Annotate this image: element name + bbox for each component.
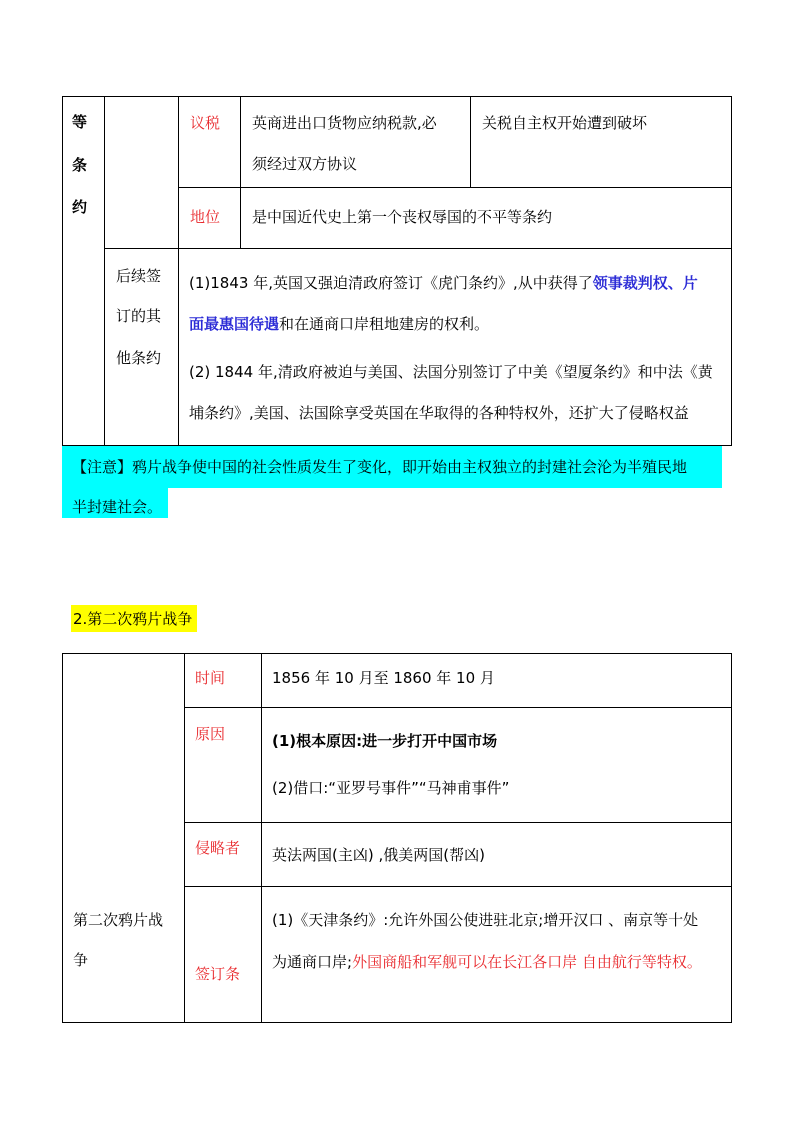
note-line: 【注意】鸦片战争使中国的社会性质发生了变化，即开始由主权独立的封建社会沦为半殖民地 <box>72 458 688 476</box>
label-cause: 原因 <box>195 725 226 743</box>
status-content: 是中国近代史上第一个丧权辱国的不平等条约 <box>252 208 553 226</box>
label-aggressor: 侵略者 <box>195 839 241 857</box>
treaty-plain: 为通商口岸; <box>272 953 353 971</box>
label-treaty: 签订条 <box>195 965 241 983</box>
label-time: 时间 <box>195 669 226 687</box>
tariff-note: 关税自主权开始遭到破坏 <box>482 114 648 132</box>
left-header-char: 等 <box>72 113 88 131</box>
tariff-content-line: 英商进出口货物应纳税款,必 <box>252 114 437 132</box>
label-status: 地位 <box>190 208 221 226</box>
label-tariff: 议税 <box>190 114 221 132</box>
treaty-line: (1)《天津条约》:允许外国公使进驻北京;增开汉口 、南京等十处 <box>272 911 699 929</box>
note-line: 半封建社会。 <box>72 498 163 516</box>
treaty-line <box>272 952 702 972</box>
later-treaty-para1-line1 <box>189 273 698 293</box>
war-title-line: 争 <box>73 951 89 969</box>
aggressor-value: 英法两国(主凶) ,俄美两国(帮凶) <box>272 846 485 864</box>
para1-highlight: 面最惠国待遇 <box>189 315 280 333</box>
later-treaty-para2-line: (2) 1844 年,清政府被迫与美国、法国分别签订了中美《望厦条约》和中法《黄 <box>189 363 713 381</box>
time-value: 1856 年 10 月至 1860 年 10 月 <box>272 669 495 687</box>
left-header-char: 条 <box>72 156 88 174</box>
left-header-char: 约 <box>72 198 88 216</box>
section-heading: 2.第二次鸦片战争 <box>73 610 193 628</box>
later-treaties-label: 他条约 <box>116 349 162 367</box>
later-treaties-label: 订的其 <box>116 307 162 325</box>
para1-highlight: 领事裁判权、片 <box>592 274 698 292</box>
cause-line: (1)根本原因:进一步打开中国市场 <box>272 732 498 750</box>
treaty-red: 外国商船和军舰可以在长江各口岸 自由航行等特权。 <box>352 953 702 971</box>
later-treaty-para1-line2 <box>189 314 489 334</box>
para1-plain: 和在通商口岸租地建房的权利。 <box>279 315 490 333</box>
later-treaty-para2-line: 埔条约》,美国、法国除享受英国在华取得的各种特权外，还扩大了侵略权益 <box>189 404 689 422</box>
war-title-line: 第二次鸦片战 <box>73 911 164 929</box>
tariff-content-line: 须经过双方协议 <box>252 155 358 173</box>
later-treaties-label: 后续签 <box>116 267 162 285</box>
cause-line: (2)借口:“亚罗号事件”“马神甫事件” <box>272 779 510 797</box>
para1-plain: (1)1843 年,英国又强迫清政府签订《虎门条约》,从中获得了 <box>189 274 593 292</box>
